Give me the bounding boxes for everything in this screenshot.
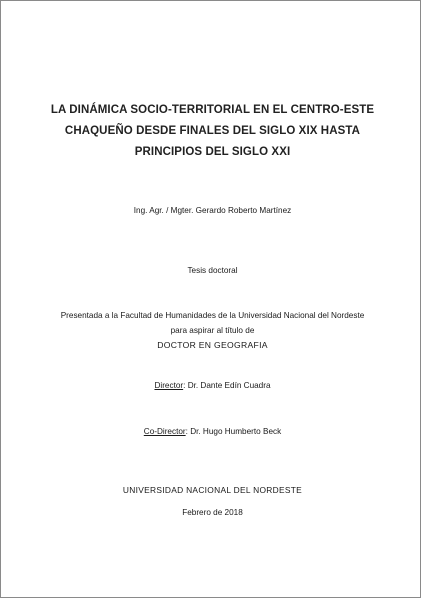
submission-date: Febrero de 2018 [182,508,243,517]
codirector-name: : Dr. Hugo Humberto Beck [185,427,282,436]
codirector-line [1,427,423,436]
director-name: : Dr. Dante Edín Cuadra [183,381,271,390]
author-name: Ing. Agr. / Mgter. Gerardo Roberto Martínez [133,206,292,215]
director-line [1,381,423,390]
thesis-type: Tesis doctoral [187,266,238,275]
presentation-line-2: para aspirar al título de [170,325,255,335]
university-name: UNIVERSIDAD NACIONAL DEL NORDESTE [122,485,303,495]
presentation-block [1,309,423,353]
codirector-label: Co-Director [143,427,186,436]
presentation-line-1: Presentada a la Facultad de Humanidades de la Universidad Nacional del Nordeste [60,311,365,320]
title-line-3: PRINCIPIOS DEL SIGLO XXI [134,146,291,158]
title-line-2: CHAQUEÑO DESDE FINALES DEL SIGLO XIX HASTA [64,125,361,137]
degree-name: DOCTOR EN GEOGRAFIA [157,340,268,350]
title-line-1: LA DINÁMICA SOCIO-TERRITORIAL EN EL CENTRO-ESTE [50,104,375,116]
thesis-title [1,100,423,163]
director-label: Director [154,381,184,390]
